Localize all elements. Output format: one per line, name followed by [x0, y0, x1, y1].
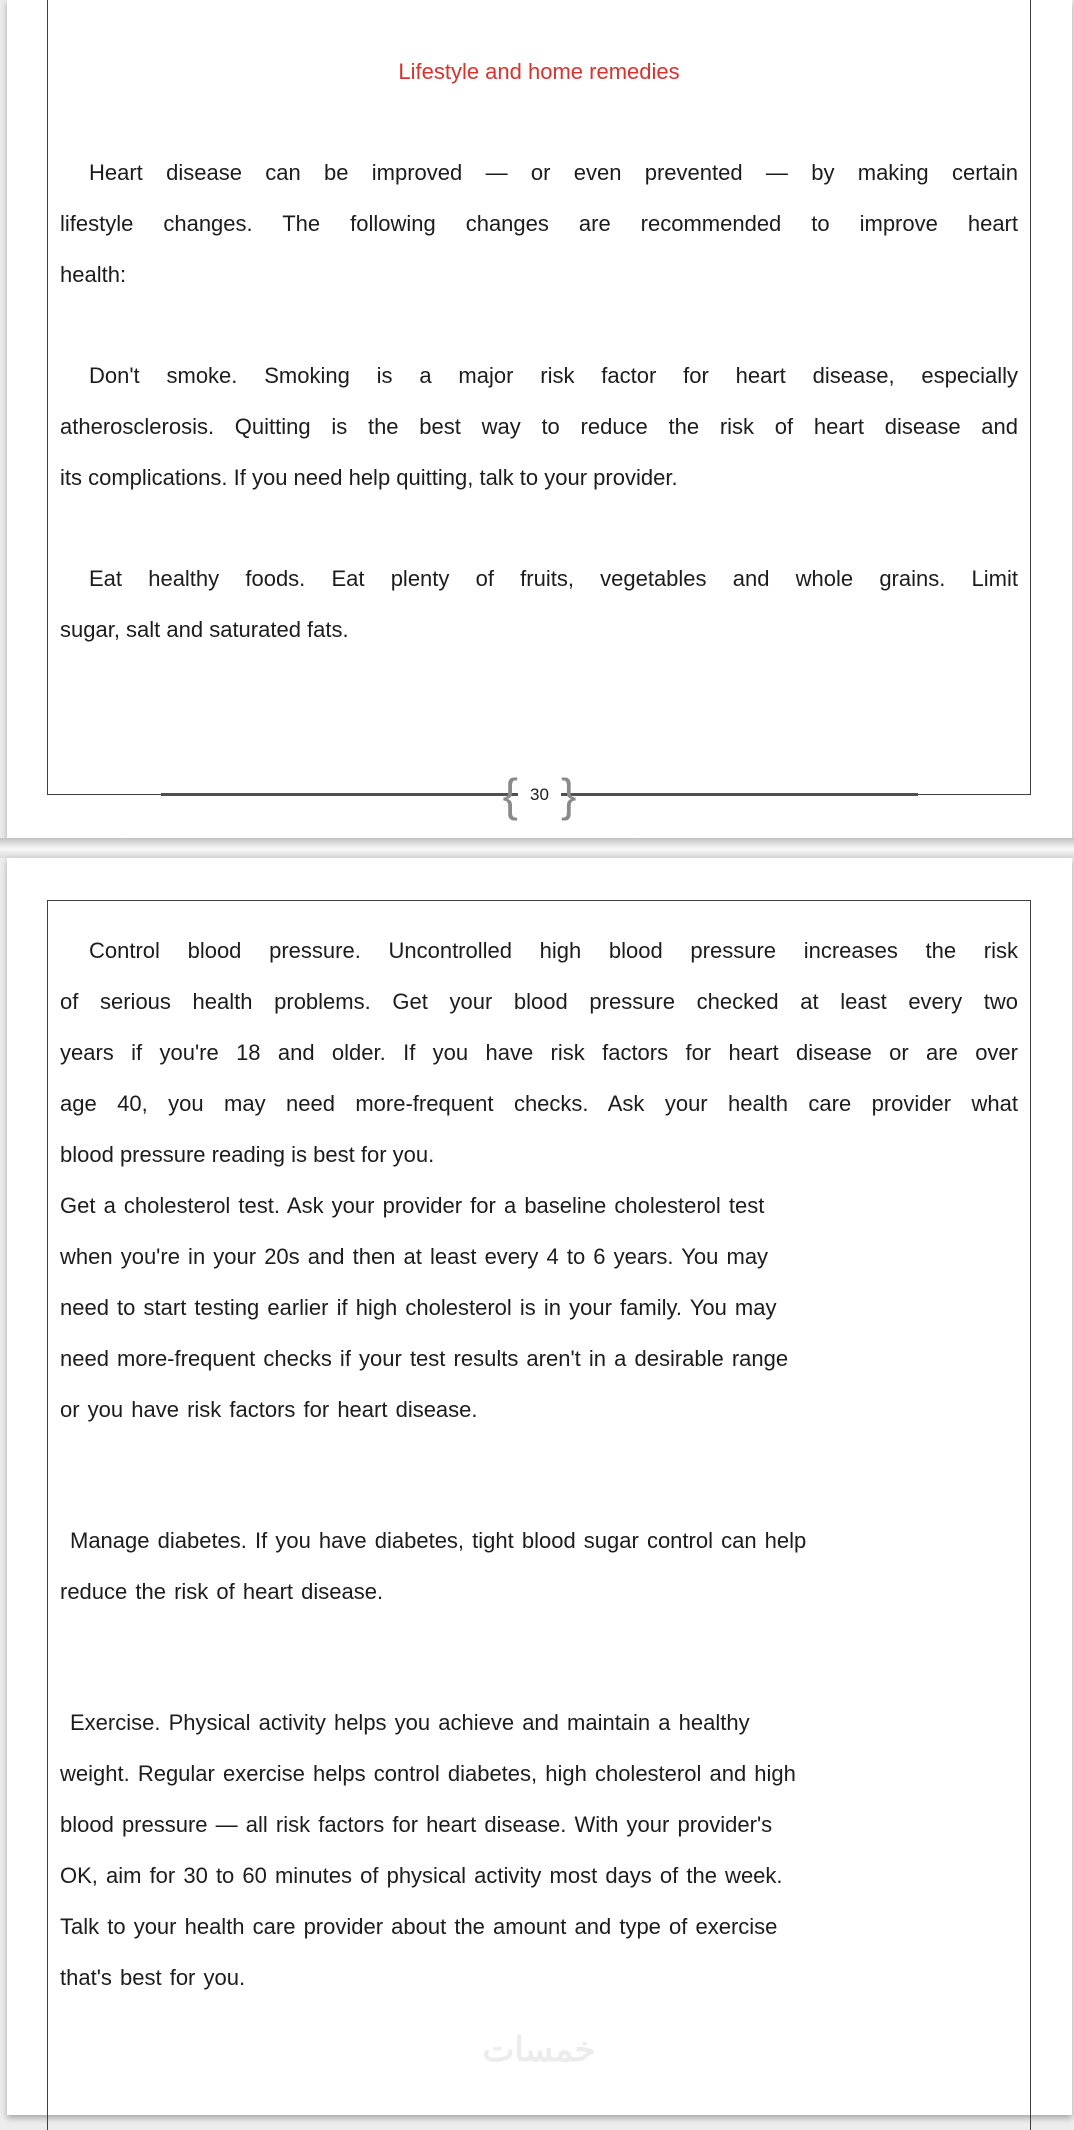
right-brace-ornament: }: [560, 769, 577, 821]
text-line: Eat healthy foods. Eat plenty of fruits, vegetables and whole grains. Limit: [89, 566, 1018, 591]
left-brace-ornament: {: [502, 769, 519, 821]
text-line: weight. Regular exercise helps control diabetes, high cholesterol and high: [60, 1761, 796, 1786]
page-content: [48, 0, 1030, 655]
page-footer: [161, 770, 918, 820]
text-line: OK, aim for 30 to 60 minutes of physical activity most days of the week.: [60, 1863, 783, 1888]
paragraph: [60, 147, 1018, 300]
text-line: reduce the risk of heart disease.: [60, 1579, 384, 1604]
paragraph: [60, 553, 1018, 655]
text-line: blood pressure — all risk factors for heart disease. With your provider's: [60, 1812, 773, 1837]
text-line: Exercise. Physical activity helps you achieve and maintain a healthy: [70, 1710, 750, 1735]
document-page-31: [7, 858, 1072, 2115]
text-line: that's best for you.: [60, 1965, 246, 1990]
paragraph-list: [60, 925, 1018, 2003]
page-number: 30: [518, 783, 561, 807]
text-line: years if you're 18 and older. If you have risk factors for heart disease or are over: [60, 1040, 1018, 1065]
text-line: health:: [60, 262, 127, 287]
document-page-30: [7, 0, 1072, 838]
paragraph: [60, 1697, 1018, 2003]
text-line: sugar, salt and saturated fats.: [60, 617, 349, 642]
page-separator: [0, 838, 1074, 858]
page-border-box: [47, 0, 1031, 795]
page-number-badge: [161, 770, 918, 820]
text-line: Heart disease can be improved — or even prevented — by making certain: [89, 160, 1018, 185]
text-line: blood pressure reading is best for you.: [60, 1142, 435, 1167]
paragraph: [60, 925, 1018, 1180]
text-line: need to start testing earlier if high cholesterol is in your family. You may: [60, 1295, 777, 1320]
paragraph: [60, 1180, 1018, 1435]
section-title: Lifestyle and home remedies: [398, 59, 680, 84]
text-line: Control blood pressure. Uncontrolled high blood pressure increases the risk: [89, 938, 1018, 963]
paragraph: [60, 1515, 1018, 1617]
watermark-text: خمسات: [482, 2031, 596, 2069]
text-line: Manage diabetes. If you have diabetes, tight blood sugar control can help: [70, 1528, 807, 1553]
text-line: Get a cholesterol test. Ask your provider for a baseline cholesterol test: [60, 1193, 765, 1218]
page-border-box: [47, 900, 1031, 2130]
text-line: Talk to your health care provider about the amount and type of exercise: [60, 1914, 778, 1939]
text-line: its complications. If you need help quitting, talk to your provider.: [60, 465, 678, 490]
text-line: Don't smoke. Smoking is a major risk factor for heart disease, especially: [89, 363, 1018, 388]
text-line: age 40, you may need more-frequent checks. Ask your health care provider what: [60, 1091, 1018, 1116]
page-content: [48, 901, 1030, 2071]
text-line: when you're in your 20s and then at least every 4 to 6 years. You may: [60, 1244, 769, 1269]
text-line: or you have risk factors for heart disease.: [60, 1397, 478, 1422]
text-line: atherosclerosis. Quitting is the best way to reduce the risk of heart disease and: [60, 414, 1018, 439]
paragraph-list: [60, 147, 1018, 655]
text-line: of serious health problems. Get your blood pressure checked at least every two: [60, 989, 1018, 1014]
paragraph: [60, 350, 1018, 503]
text-line: lifestyle changes. The following changes are recommended to improve heart: [60, 211, 1018, 236]
text-line: need more-frequent checks if your test results aren't in a desirable range: [60, 1346, 789, 1371]
